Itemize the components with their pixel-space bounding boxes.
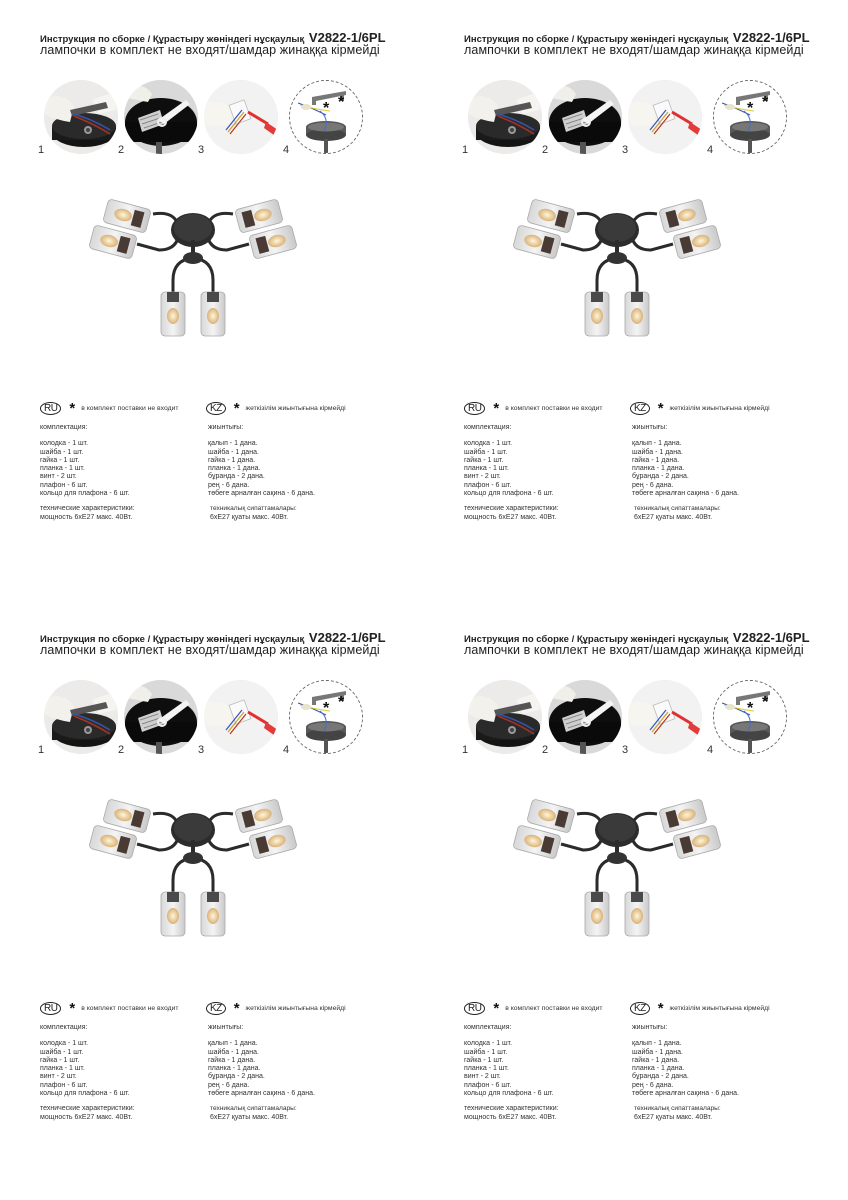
ru-badge: RU xyxy=(40,402,61,415)
step-number: 1 xyxy=(38,144,45,156)
kz-contents-title: жиынтығы: xyxy=(632,424,668,431)
kz-contents-title: жиынтығы: xyxy=(208,424,244,431)
product-image-chandelier xyxy=(83,180,303,340)
step-number: 1 xyxy=(462,744,469,756)
kz-item: бұранда - 2 дана. xyxy=(632,473,689,481)
kz-item: шайба - 1 дана. xyxy=(632,1048,683,1056)
ru-item: плафон - 6 шт. xyxy=(40,1081,88,1089)
step-1-image xyxy=(44,680,118,754)
ru-spec-value: мощность 6хЕ27 макс. 40Вт. xyxy=(464,513,557,521)
ru-badge: RU xyxy=(464,402,485,415)
ru-item: кольцо для плафона - 6 шт. xyxy=(464,490,554,498)
step-number: 4 xyxy=(283,144,290,156)
step-2-image xyxy=(548,680,622,754)
assembly-steps xyxy=(38,80,368,165)
ru-item: планка - 1 шт. xyxy=(464,1065,509,1073)
kz-item: қалып - 1 дана. xyxy=(632,1040,682,1048)
ru-note xyxy=(464,402,603,415)
step-number: 1 xyxy=(462,144,469,156)
kz-item: планка - 1 дана. xyxy=(632,1065,685,1073)
kz-item: рең - 6 дана. xyxy=(208,1081,250,1089)
ru-item: шайба - 1 шт. xyxy=(464,448,508,456)
kz-item: қалып - 1 дана. xyxy=(208,1040,258,1048)
ru-item: винт - 2 шт. xyxy=(40,1073,77,1081)
kz-item: гайка - 1 дана. xyxy=(632,456,680,464)
product-image-chandelier xyxy=(507,780,727,940)
language-notes xyxy=(38,1002,368,1020)
kz-spec-value: 6хЕ27 қуаты макс. 40Вт. xyxy=(634,1113,713,1121)
step-1-image xyxy=(44,80,118,154)
ru-item: плафон - 6 шт. xyxy=(464,1081,512,1089)
ru-item: гайка - 1 шт. xyxy=(40,1056,80,1064)
ru-item: колодка - 1 шт. xyxy=(464,1040,513,1048)
assembly-step-1 xyxy=(462,680,542,760)
title-text: Инструкция по сборке / Құрастыру жөніндегі нұсқаулық xyxy=(464,34,729,45)
kz-not-included-text: жеткізілім жиынтығына кірмейді xyxy=(669,1005,770,1012)
kz-item: планка - 1 дана. xyxy=(632,465,685,473)
ru-note xyxy=(40,1002,179,1015)
assembly-step-3 xyxy=(198,80,278,160)
ru-badge: RU xyxy=(464,1002,485,1015)
ru-item: колодка - 1 шт. xyxy=(464,440,513,448)
ru-spec-title: технические характеристики: xyxy=(40,505,135,513)
kz-spec-value: 6хЕ27 қуаты макс. 40Вт. xyxy=(634,513,713,521)
product-image-chandelier xyxy=(83,780,303,940)
ru-item: колодка - 1 шт. xyxy=(40,440,89,448)
instruction-panel-bottom-right xyxy=(462,630,842,1190)
svg-text:*: * xyxy=(323,100,330,117)
kz-item: шайба - 1 дана. xyxy=(632,448,683,456)
ru-contents-title: комплектация: xyxy=(464,424,512,431)
ru-contents xyxy=(464,424,559,522)
kz-item: планка - 1 дана. xyxy=(208,1065,261,1073)
ru-item: планка - 1 шт. xyxy=(464,465,509,473)
kz-item: бұранда - 2 дана. xyxy=(208,473,265,481)
svg-text:*: * xyxy=(747,100,754,117)
bulbs-not-included-note: лампочки в комплект не входят/шамдар жинаққа кірмейді xyxy=(40,643,380,657)
step-2-image xyxy=(548,80,622,154)
svg-text:*: * xyxy=(762,694,769,711)
kz-contents xyxy=(208,1024,315,1122)
assembly-step-3 xyxy=(622,680,702,760)
assembly-steps xyxy=(38,680,368,765)
step-1-image xyxy=(468,80,542,154)
step-3-image xyxy=(628,80,702,154)
model-number: V2822-1/6PL xyxy=(308,630,386,645)
ru-not-included-text: в комплект поставки не входит xyxy=(81,405,179,412)
ru-note xyxy=(464,1002,603,1015)
title-text: Инструкция по сборке / Құрастыру жөніндегі нұсқаулық xyxy=(464,634,729,645)
kz-badge: KZ xyxy=(206,402,226,415)
ru-not-included-text: в комплект поставки не входит xyxy=(81,1005,179,1012)
step-number: 3 xyxy=(198,744,205,756)
assembly-step-1 xyxy=(38,80,118,160)
ru-contents-title: комплектация: xyxy=(40,424,88,431)
kz-item: гайка - 1 дана. xyxy=(208,1056,256,1064)
kz-not-included-text: жеткізілім жиынтығына кірмейді xyxy=(245,405,346,412)
ru-item: кольцо для плафона - 6 шт. xyxy=(464,1090,554,1098)
kz-item: шайба - 1 дана. xyxy=(208,1048,259,1056)
ru-item: гайка - 1 шт. xyxy=(464,1056,504,1064)
assembly-step-2 xyxy=(542,680,622,760)
kz-item: бұранда - 2 дана. xyxy=(208,1073,265,1081)
assembly-step-4 xyxy=(707,80,787,160)
assembly-step-1 xyxy=(462,80,542,160)
ru-not-included-text: в комплект поставки не входит xyxy=(505,1005,603,1012)
step-number: 2 xyxy=(542,144,549,156)
assembly-step-2 xyxy=(118,80,198,160)
step-4-diagram xyxy=(713,80,787,154)
ru-contents-title: комплектация: xyxy=(40,1024,88,1031)
svg-text:*: * xyxy=(338,94,345,111)
ru-item: шайба - 1 шт. xyxy=(464,1048,508,1056)
title-text: Инструкция по сборке / Құрастыру жөніндегі нұсқаулық xyxy=(40,34,305,45)
step-number: 4 xyxy=(283,744,290,756)
ru-spec-title: технические характеристики: xyxy=(40,1105,135,1113)
asterisk-icon: * xyxy=(233,400,240,417)
assembly-step-4 xyxy=(707,680,787,760)
asterisk-icon: * xyxy=(233,1000,240,1017)
kz-badge: KZ xyxy=(630,1002,650,1015)
kz-spec-title: техникалық сипаттамалары: xyxy=(210,505,297,513)
kz-item: төбеге арналған сақина - 6 дана. xyxy=(632,1090,739,1098)
ru-badge: RU xyxy=(40,1002,61,1015)
step-3-image xyxy=(204,80,278,154)
kz-contents-title: жиынтығы: xyxy=(208,1024,244,1031)
asterisk-icon: * xyxy=(69,400,76,417)
ru-spec-title: технические характеристики: xyxy=(464,1105,559,1113)
ru-item: кольцо для плафона - 6 шт. xyxy=(40,1090,130,1098)
kz-contents xyxy=(632,424,739,522)
step-2-image xyxy=(124,80,198,154)
asterisk-icon: * xyxy=(657,1000,664,1017)
kz-spec-title: техникалық сипаттамалары: xyxy=(634,1105,721,1113)
step-number: 1 xyxy=(38,744,45,756)
bulbs-not-included-note: лампочки в комплект не входят/шамдар жинаққа кірмейді xyxy=(464,643,804,657)
ru-not-included-text: в комплект поставки не входит xyxy=(505,405,603,412)
kz-item: рең - 6 дана. xyxy=(208,481,250,489)
ru-spec-value: мощность 6хЕ27 макс. 40Вт. xyxy=(40,513,133,521)
asterisk-icon: * xyxy=(493,1000,500,1017)
instruction-panel-bottom-left xyxy=(38,630,418,1190)
kz-spec-title: техникалық сипаттамалары: xyxy=(634,505,721,513)
step-number: 2 xyxy=(118,744,125,756)
kz-item: бұранда - 2 дана. xyxy=(632,1073,689,1081)
step-number: 3 xyxy=(198,144,205,156)
svg-text:*: * xyxy=(762,94,769,111)
step-4-diagram xyxy=(713,680,787,754)
ru-item: шайба - 1 шт. xyxy=(40,1048,84,1056)
ru-item: гайка - 1 шт. xyxy=(464,456,504,464)
kz-contents xyxy=(632,1024,739,1122)
ru-item: шайба - 1 шт. xyxy=(40,448,84,456)
svg-text:*: * xyxy=(338,694,345,711)
kz-spec-value: 6хЕ27 қуаты макс. 40Вт. xyxy=(210,1113,289,1121)
kz-contents-title: жиынтығы: xyxy=(632,1024,668,1031)
kz-badge: KZ xyxy=(206,1002,226,1015)
step-number: 3 xyxy=(622,744,629,756)
kz-item: гайка - 1 дана. xyxy=(632,1056,680,1064)
assembly-steps xyxy=(462,80,792,165)
step-number: 3 xyxy=(622,144,629,156)
svg-text:*: * xyxy=(747,700,754,717)
bulbs-not-included-note: лампочки в комплект не входят/шамдар жинаққа кірмейді xyxy=(40,43,380,57)
assembly-step-2 xyxy=(118,680,198,760)
ru-spec-value: мощность 6хЕ27 макс. 40Вт. xyxy=(40,1113,133,1121)
kz-item: төбеге арналған сақина - 6 дана. xyxy=(208,490,315,498)
step-2-image xyxy=(124,680,198,754)
ru-item: планка - 1 шт. xyxy=(40,1065,85,1073)
ru-contents xyxy=(464,1024,559,1122)
step-number: 2 xyxy=(118,144,125,156)
ru-contents-title: комплектация: xyxy=(464,1024,512,1031)
asterisk-icon: * xyxy=(657,400,664,417)
assembly-step-2 xyxy=(542,80,622,160)
ru-item: колодка - 1 шт. xyxy=(40,1040,89,1048)
ru-item: винт - 2 шт. xyxy=(464,1073,501,1081)
language-notes xyxy=(38,402,368,420)
assembly-step-3 xyxy=(622,80,702,160)
assembly-steps xyxy=(462,680,792,765)
step-number: 4 xyxy=(707,744,714,756)
model-number: V2822-1/6PL xyxy=(732,30,810,45)
ru-item: гайка - 1 шт. xyxy=(40,456,80,464)
kz-item: төбеге арналған сақина - 6 дана. xyxy=(208,1090,315,1098)
instruction-panel-top-left xyxy=(38,30,418,590)
ru-contents xyxy=(40,1024,135,1122)
step-number: 2 xyxy=(542,744,549,756)
kz-spec-title: техникалық сипаттамалары: xyxy=(210,1105,297,1113)
kz-not-included-text: жеткізілім жиынтығына кірмейді xyxy=(669,405,770,412)
kz-spec-value: 6хЕ27 қуаты макс. 40Вт. xyxy=(210,513,289,521)
assembly-step-4 xyxy=(283,680,363,760)
kz-item: төбеге арналған сақина - 6 дана. xyxy=(632,490,739,498)
model-number: V2822-1/6PL xyxy=(308,30,386,45)
instruction-panel-top-right xyxy=(462,30,842,590)
asterisk-icon: * xyxy=(493,400,500,417)
ru-item: винт - 2 шт. xyxy=(464,473,501,481)
title-text: Инструкция по сборке / Құрастыру жөніндегі нұсқаулық xyxy=(40,634,305,645)
step-4-diagram xyxy=(289,80,363,154)
kz-item: қалып - 1 дана. xyxy=(208,440,258,448)
kz-item: рең - 6 дана. xyxy=(632,481,674,489)
kz-item: рең - 6 дана. xyxy=(632,1081,674,1089)
step-1-image xyxy=(468,680,542,754)
kz-item: планка - 1 дана. xyxy=(208,465,261,473)
ru-note xyxy=(40,402,179,415)
ru-spec-value: мощность 6хЕ27 макс. 40Вт. xyxy=(464,1113,557,1121)
kz-not-included-text: жеткізілім жиынтығына кірмейді xyxy=(245,1005,346,1012)
kz-note xyxy=(206,402,346,415)
language-notes xyxy=(462,1002,792,1020)
product-image-chandelier xyxy=(507,180,727,340)
svg-text:*: * xyxy=(323,700,330,717)
ru-item: плафон - 6 шт. xyxy=(40,481,88,489)
assembly-step-3 xyxy=(198,680,278,760)
kz-note xyxy=(206,1002,346,1015)
ru-contents xyxy=(40,424,135,522)
model-number: V2822-1/6PL xyxy=(732,630,810,645)
kz-item: гайка - 1 дана. xyxy=(208,456,256,464)
kz-item: қалып - 1 дана. xyxy=(632,440,682,448)
kz-item: шайба - 1 дана. xyxy=(208,448,259,456)
ru-item: планка - 1 шт. xyxy=(40,465,85,473)
bulbs-not-included-note: лампочки в комплект не входят/шамдар жинаққа кірмейді xyxy=(464,43,804,57)
ru-spec-title: технические характеристики: xyxy=(464,505,559,513)
kz-contents xyxy=(208,424,315,522)
ru-item: винт - 2 шт. xyxy=(40,473,77,481)
language-notes xyxy=(462,402,792,420)
assembly-step-1 xyxy=(38,680,118,760)
kz-note xyxy=(630,402,770,415)
asterisk-icon: * xyxy=(69,1000,76,1017)
ru-item: плафон - 6 шт. xyxy=(464,481,512,489)
step-3-image xyxy=(628,680,702,754)
assembly-step-4 xyxy=(283,80,363,160)
step-3-image xyxy=(204,680,278,754)
step-4-diagram xyxy=(289,680,363,754)
ru-item: кольцо для плафона - 6 шт. xyxy=(40,490,130,498)
step-number: 4 xyxy=(707,144,714,156)
kz-note xyxy=(630,1002,770,1015)
kz-badge: KZ xyxy=(630,402,650,415)
